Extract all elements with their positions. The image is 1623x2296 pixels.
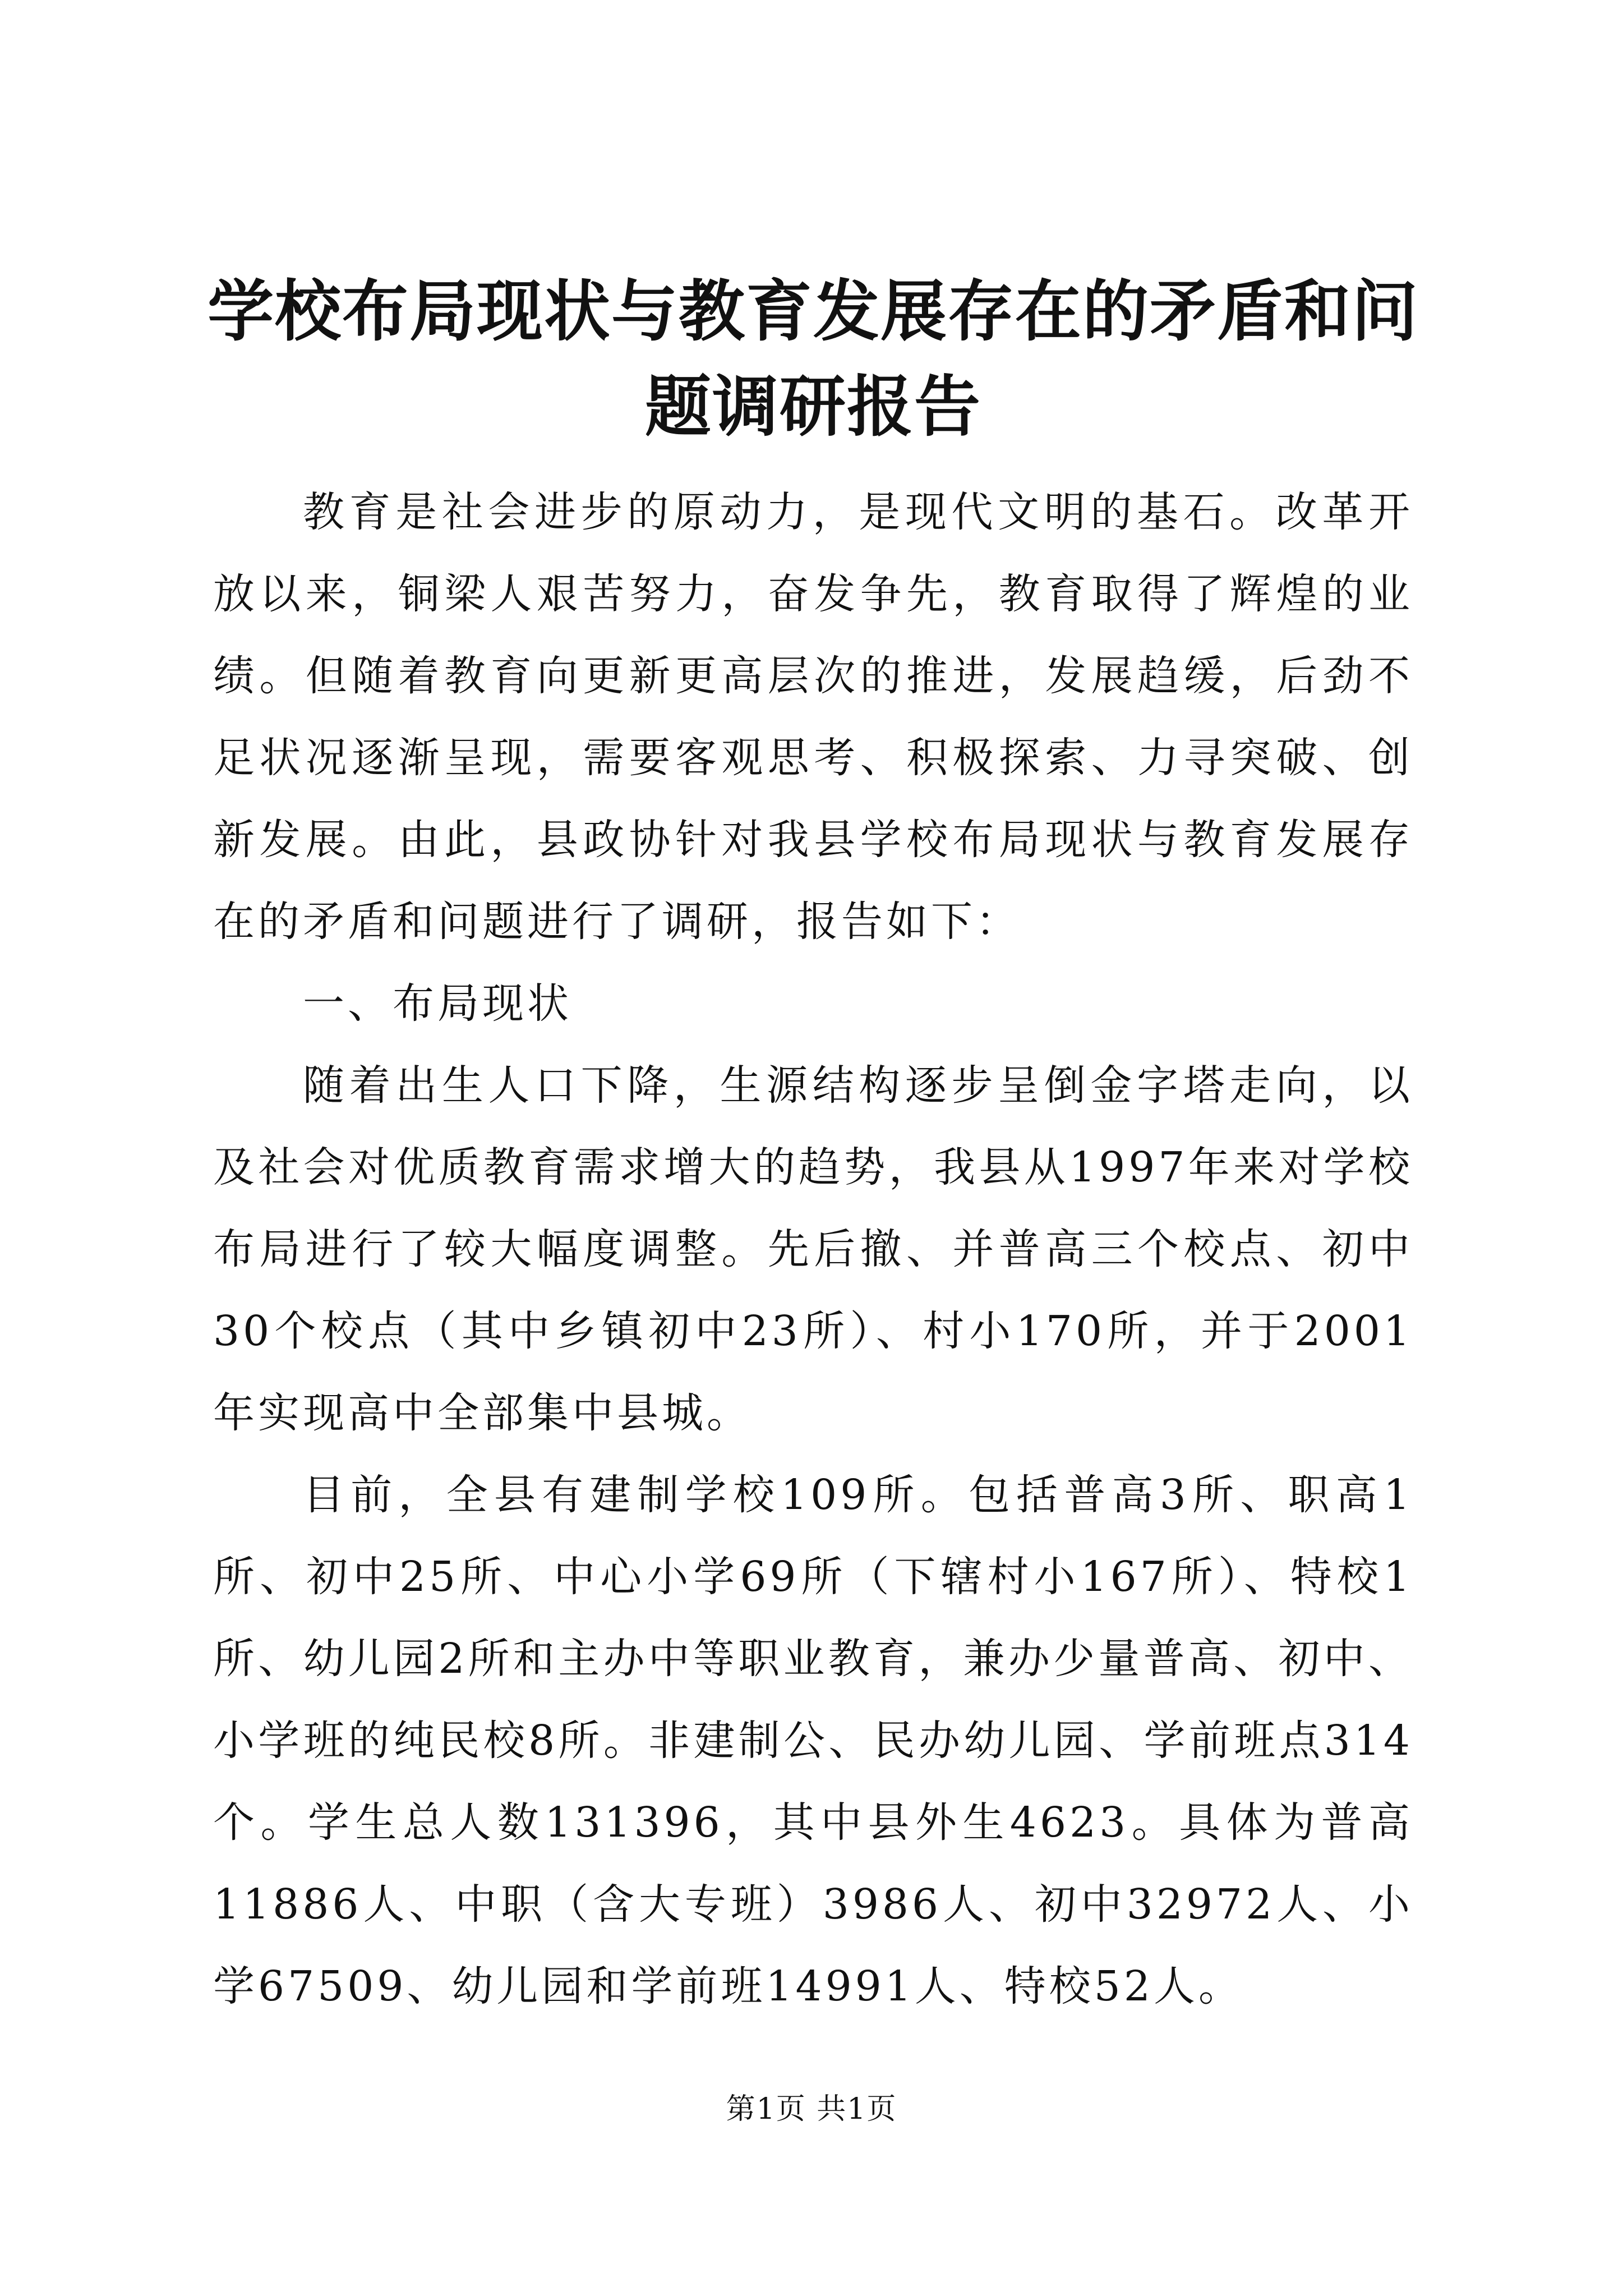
paragraph-layout-adjustment: 随着出生人口下降，生源结构逐步呈倒金字塔走向，以及社会对优质教育需求增大的趋势，我县从1997年来对学校布局进行了较大幅度调整。先后撤、并普高三个校点、初中30个校点（其中乡镇初中23所）、村小170所，并于2001年实现高中全部集中县城。	[213, 1061, 1413, 1437]
page-footer: 第1页 共1页	[726, 2092, 897, 2126]
paragraph-current-statistics: 目前，全县有建制学校109所。包括普高3所、职高1所、初中25所、中心小学69所（下辖村小167所）、特校1所、幼儿园2所和主办中等职业教育，兼办少量普高、初中、小学班的纯民校8所。非建制公、民办幼儿园、学前班点314个。学生总人数131396，其中县外生4623。具体为普高11886人、中职（含大专班）3986人、初中32972人、小学67509、幼儿园和学前班14991人、特校52人。	[213, 1471, 1413, 2010]
document-body	[213, 471, 1413, 2027]
paragraph-intro: 教育是社会进步的原动力，是现代文明的基石。改革开放以来，铜梁人艰苦努力，奋发争先，教育取得了辉煌的业绩。但随着教育向更新更高层次的推进，发展趋缓，后劲不足状况逐渐呈现，需要客观思考、积极探索、力寻突破、创新发展。由此，县政协针对我县学校布局现状与教育发展存在的矛盾和问题进行了调研，报告如下：	[213, 488, 1413, 946]
section-heading-layout-status: 一、布局现状	[303, 979, 572, 1028]
document-title: 学校布局现状与教育发展存在的矛盾和问题调研报告	[207, 272, 1419, 445]
